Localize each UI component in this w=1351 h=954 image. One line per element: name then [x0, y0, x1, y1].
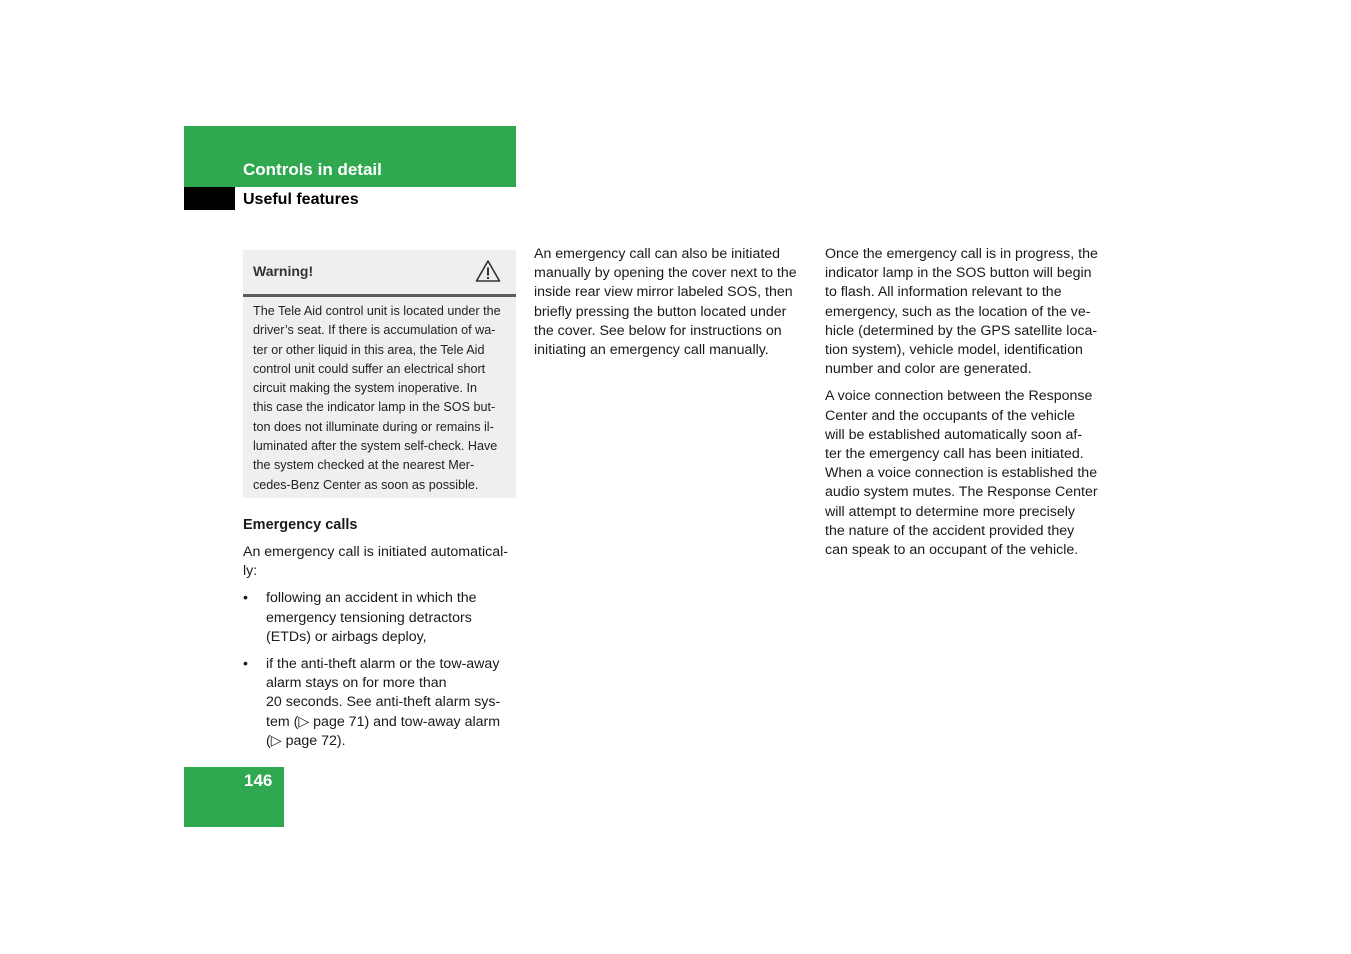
subsection-title: Useful features: [243, 191, 359, 208]
text-line: When a voice connection is established the: [825, 465, 1098, 482]
text-line: tem (▷ page 71) and tow-away alarm: [266, 713, 501, 730]
text-line: An emergency call can also be initiated: [534, 246, 781, 262]
voice-connection-paragraph: [825, 387, 1101, 560]
text-line: ter the emergency call has been initiated.: [825, 446, 1084, 463]
warning-line: control unit could suffer an electrical short: [253, 361, 486, 376]
text-line: manually by opening the cover next to the: [534, 265, 797, 282]
text-line: briefly pressing the button located under: [534, 303, 787, 320]
text-line: tion system), vehicle model, identification: [825, 342, 1083, 359]
warning-line: luminated after the system self-check. Have: [253, 439, 498, 454]
warning-line: The Tele Aid control unit is located under the: [253, 304, 501, 318]
column-middle: [534, 245, 809, 368]
warning-line: the system checked at the nearest Mer-: [253, 458, 475, 473]
text-line: the cover. See below for instructions on: [534, 322, 782, 339]
warning-label: Warning!: [253, 263, 314, 279]
subsection-marker: [184, 187, 235, 210]
column-right: [825, 245, 1101, 568]
warning-box: [243, 250, 516, 498]
text-line: to flash. All information relevant to the: [825, 284, 1062, 301]
text-line: A voice connection between the Response: [825, 388, 1093, 405]
text-line: An emergency call is initiated automatical-: [243, 544, 508, 560]
text-line: alarm stays on for more than: [266, 675, 447, 692]
warning-text: [243, 297, 516, 495]
text-line: (▷ page 72).: [266, 732, 346, 749]
text-line: emergency tensioning detractors: [266, 609, 472, 626]
text-line: can speak to an occupant of the vehicle.: [825, 542, 1079, 559]
warning-line: ter or other liquid in this area, the Tele Aid: [253, 342, 485, 357]
section-title: Controls in detail: [243, 160, 382, 179]
intro-paragraph: [243, 543, 519, 581]
text-line: initiating an emergency call manually.: [534, 342, 769, 359]
text-line: indicator lamp in the SOS button will begin: [825, 265, 1092, 282]
warning-line: driver’s seat. If there is accumulation of wa-: [253, 323, 496, 338]
text-line: emergency, such as the location of the ve-: [825, 303, 1091, 320]
text-line: ly:: [243, 563, 258, 580]
trigger-list: [243, 589, 519, 751]
emergency-calls-heading: Emergency calls: [243, 517, 358, 533]
text-line: will attempt to determine more precisely: [825, 503, 1075, 520]
text-line: will be established automatically soon af-: [825, 426, 1083, 443]
warning-line: circuit making the system inoperative. In: [253, 381, 477, 396]
manual-call-paragraph: [534, 245, 809, 360]
text-line: if the anti-theft alarm or the tow-away: [266, 656, 500, 673]
warning-line: ton does not illuminate during or remains il-: [253, 419, 494, 434]
column-left: [243, 516, 519, 759]
text-line: hicle (determined by the GPS satellite loca-: [825, 322, 1098, 339]
text-line: number and color are generated.: [825, 361, 1032, 378]
list-item: [243, 655, 519, 751]
call-progress-paragraph: [825, 245, 1101, 379]
text-line: 20 seconds. See anti-theft alarm sys-: [266, 694, 501, 711]
warning-header: [243, 250, 516, 297]
text-line: Once the emergency call is in progress, the: [825, 246, 1098, 262]
text-line: the nature of the accident provided they: [825, 522, 1075, 539]
warning-triangle-icon: [475, 259, 501, 283]
text-line: following an accident in which the: [266, 590, 477, 607]
text-line: Center and the occupants of the vehicle: [825, 407, 1076, 424]
warning-line: cedes-Benz Center as soon as possible.: [253, 477, 479, 492]
bullet-icon: •: [243, 656, 248, 673]
page-number: 146: [244, 771, 273, 790]
warning-line: this case the indicator lamp in the SOS but-: [253, 400, 496, 415]
text-line: audio system mutes. The Response Center: [825, 484, 1098, 501]
list-item: [243, 589, 519, 647]
text-line: inside rear view mirror labeled SOS, then: [534, 284, 793, 301]
bullet-icon: •: [243, 590, 248, 607]
text-line: (ETDs) or airbags deploy,: [266, 628, 427, 645]
